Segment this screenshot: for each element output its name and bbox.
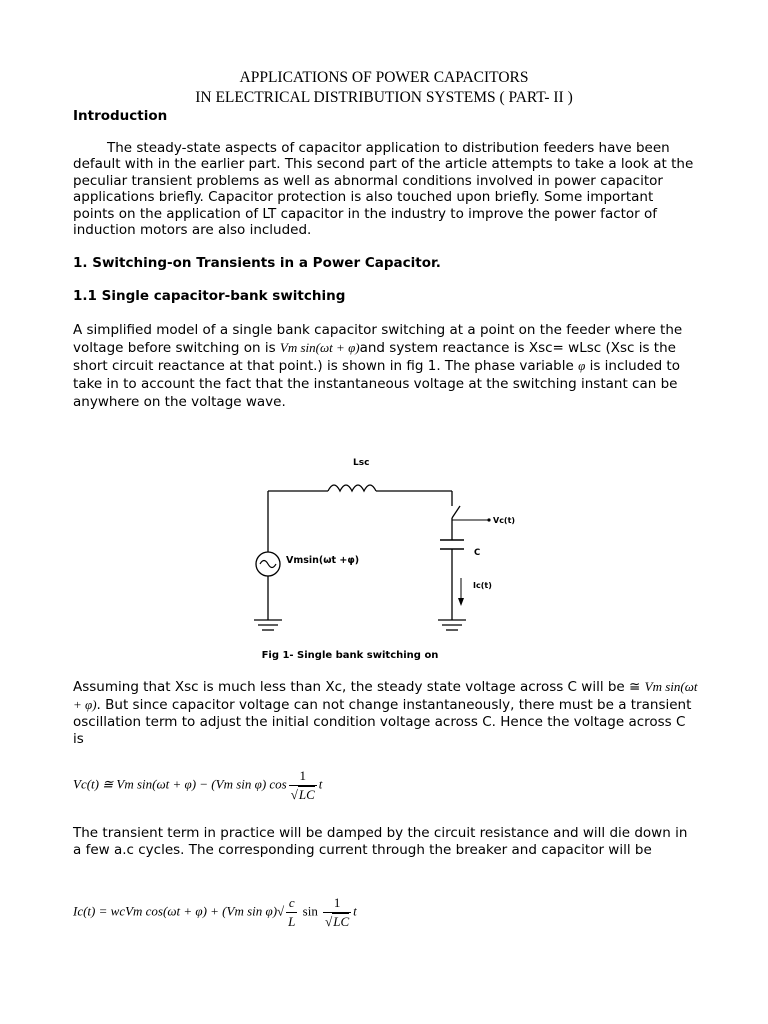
steady-text-part-2: . But since capacitor voltage can not change instantaneously, there must be a transient oscillation term to adjust the initial condition voltage across C. Hence the voltage across C is	[73, 697, 692, 747]
eq1-denominator: LC	[298, 787, 315, 802]
intro-paragraph: The steady-state aspects of capacitor application to distribution feeders have been default with in the earlier part. This second part of the article attempts to take a look at the peculiar transient problems as well as abnormal conditions involved in power capacitor applications briefly. Capacitor protection is also touched upon briefly. Some important points on the application of LT capacitor in the industry to improve the power factor of induction motors are also included.	[73, 140, 694, 239]
eq1-t: t	[318, 776, 323, 792]
equation-vc	[73, 768, 322, 803]
eq2-fraction: $\frac{1}{√LC}$	[325, 895, 350, 929]
eq2-t: t	[353, 903, 357, 919]
steady-state-paragraph	[73, 678, 698, 748]
page-title-line-2: IN ELECTRICAL DISTRIBUTION SYSTEMS ( PART- II )	[195, 89, 573, 106]
eq1-fraction: $\frac{1}{√LC}$	[290, 768, 315, 802]
current-arrow-head	[458, 598, 464, 606]
phase-symbol: φ	[578, 358, 586, 373]
model-paragraph	[73, 321, 698, 411]
eq2-denominator: LC	[333, 914, 350, 929]
label-c: C	[474, 548, 481, 558]
eq2-sqrt-numerator: c	[288, 895, 295, 910]
equation-ic: Ic(t) = wcVm cos(ωt + φ) + (Vm sin φ)√ $\frac{c}{L}$ sin $\frac{1}{√LC}$ t	[73, 895, 357, 929]
figure-caption: Fig 1- Single bank switching on	[261, 650, 439, 661]
label-source: Vmsin(ωt +φ)	[286, 555, 360, 566]
label-vc: Vc(t)	[493, 516, 516, 525]
label-lsc: Lsc	[353, 458, 370, 468]
transient-paragraph: The transient term in practice will be damped by the circuit resistance and will die down in a few a.c cycles. The corresponding current through the breaker and capacitor will be	[73, 825, 688, 858]
model-text-part-3: is included to take in to account the fact that the instantaneous voltage at the switching instant can be anywhere on the voltage wave.	[73, 358, 680, 410]
model-text-part-2: and system reactance is Xsc= wLsc (Xsc is the short circuit reactance at that point.) is shown in fig 1. The phase variable	[73, 340, 676, 374]
model-text-part-1: A simplified model of a single bank capacitor switching at a point on the feeder where the voltage before switching on is	[73, 322, 683, 356]
switch-blade	[452, 506, 460, 518]
eq2-numerator: 1	[333, 895, 341, 910]
page-title-line-1: APPLICATIONS OF POWER CAPACITORS	[239, 69, 529, 86]
eq2-sqrt-fraction	[286, 895, 297, 930]
vc-terminal	[487, 518, 490, 521]
intro-heading: Introduction	[73, 108, 168, 124]
eq2-sin: sin	[302, 903, 318, 919]
eq2-sqrt-denominator: L	[288, 914, 296, 929]
source-voltage-formula: Vm sin(ωt + φ)	[279, 340, 360, 355]
circuit-diagram	[240, 448, 540, 648]
eq1-lhs: Vc(t) ≅ Vm sin(ωt + φ) − (Vm sin φ) cos	[73, 776, 287, 792]
label-ic: Ic(t)	[473, 581, 492, 590]
eq1-numerator: 1	[299, 768, 307, 783]
ground-right	[438, 620, 466, 630]
eq2-lhs: Ic(t) = wcVm cos(ωt + φ) + (Vm sin φ)	[73, 903, 278, 919]
ground-left	[254, 620, 282, 630]
section-1-heading: 1. Switching-on Transients in a Power Capacitor.	[73, 255, 441, 271]
steady-text-part-1: Assuming that Xsc is much less than Xc, the steady state voltage across C will be ≅	[73, 679, 641, 695]
section-1-1-heading: 1.1 Single capacitor-bank switching	[73, 288, 346, 304]
inductor-coil	[328, 485, 376, 491]
steady-state-formula: Vm sin(ωt + φ)	[73, 679, 698, 712]
